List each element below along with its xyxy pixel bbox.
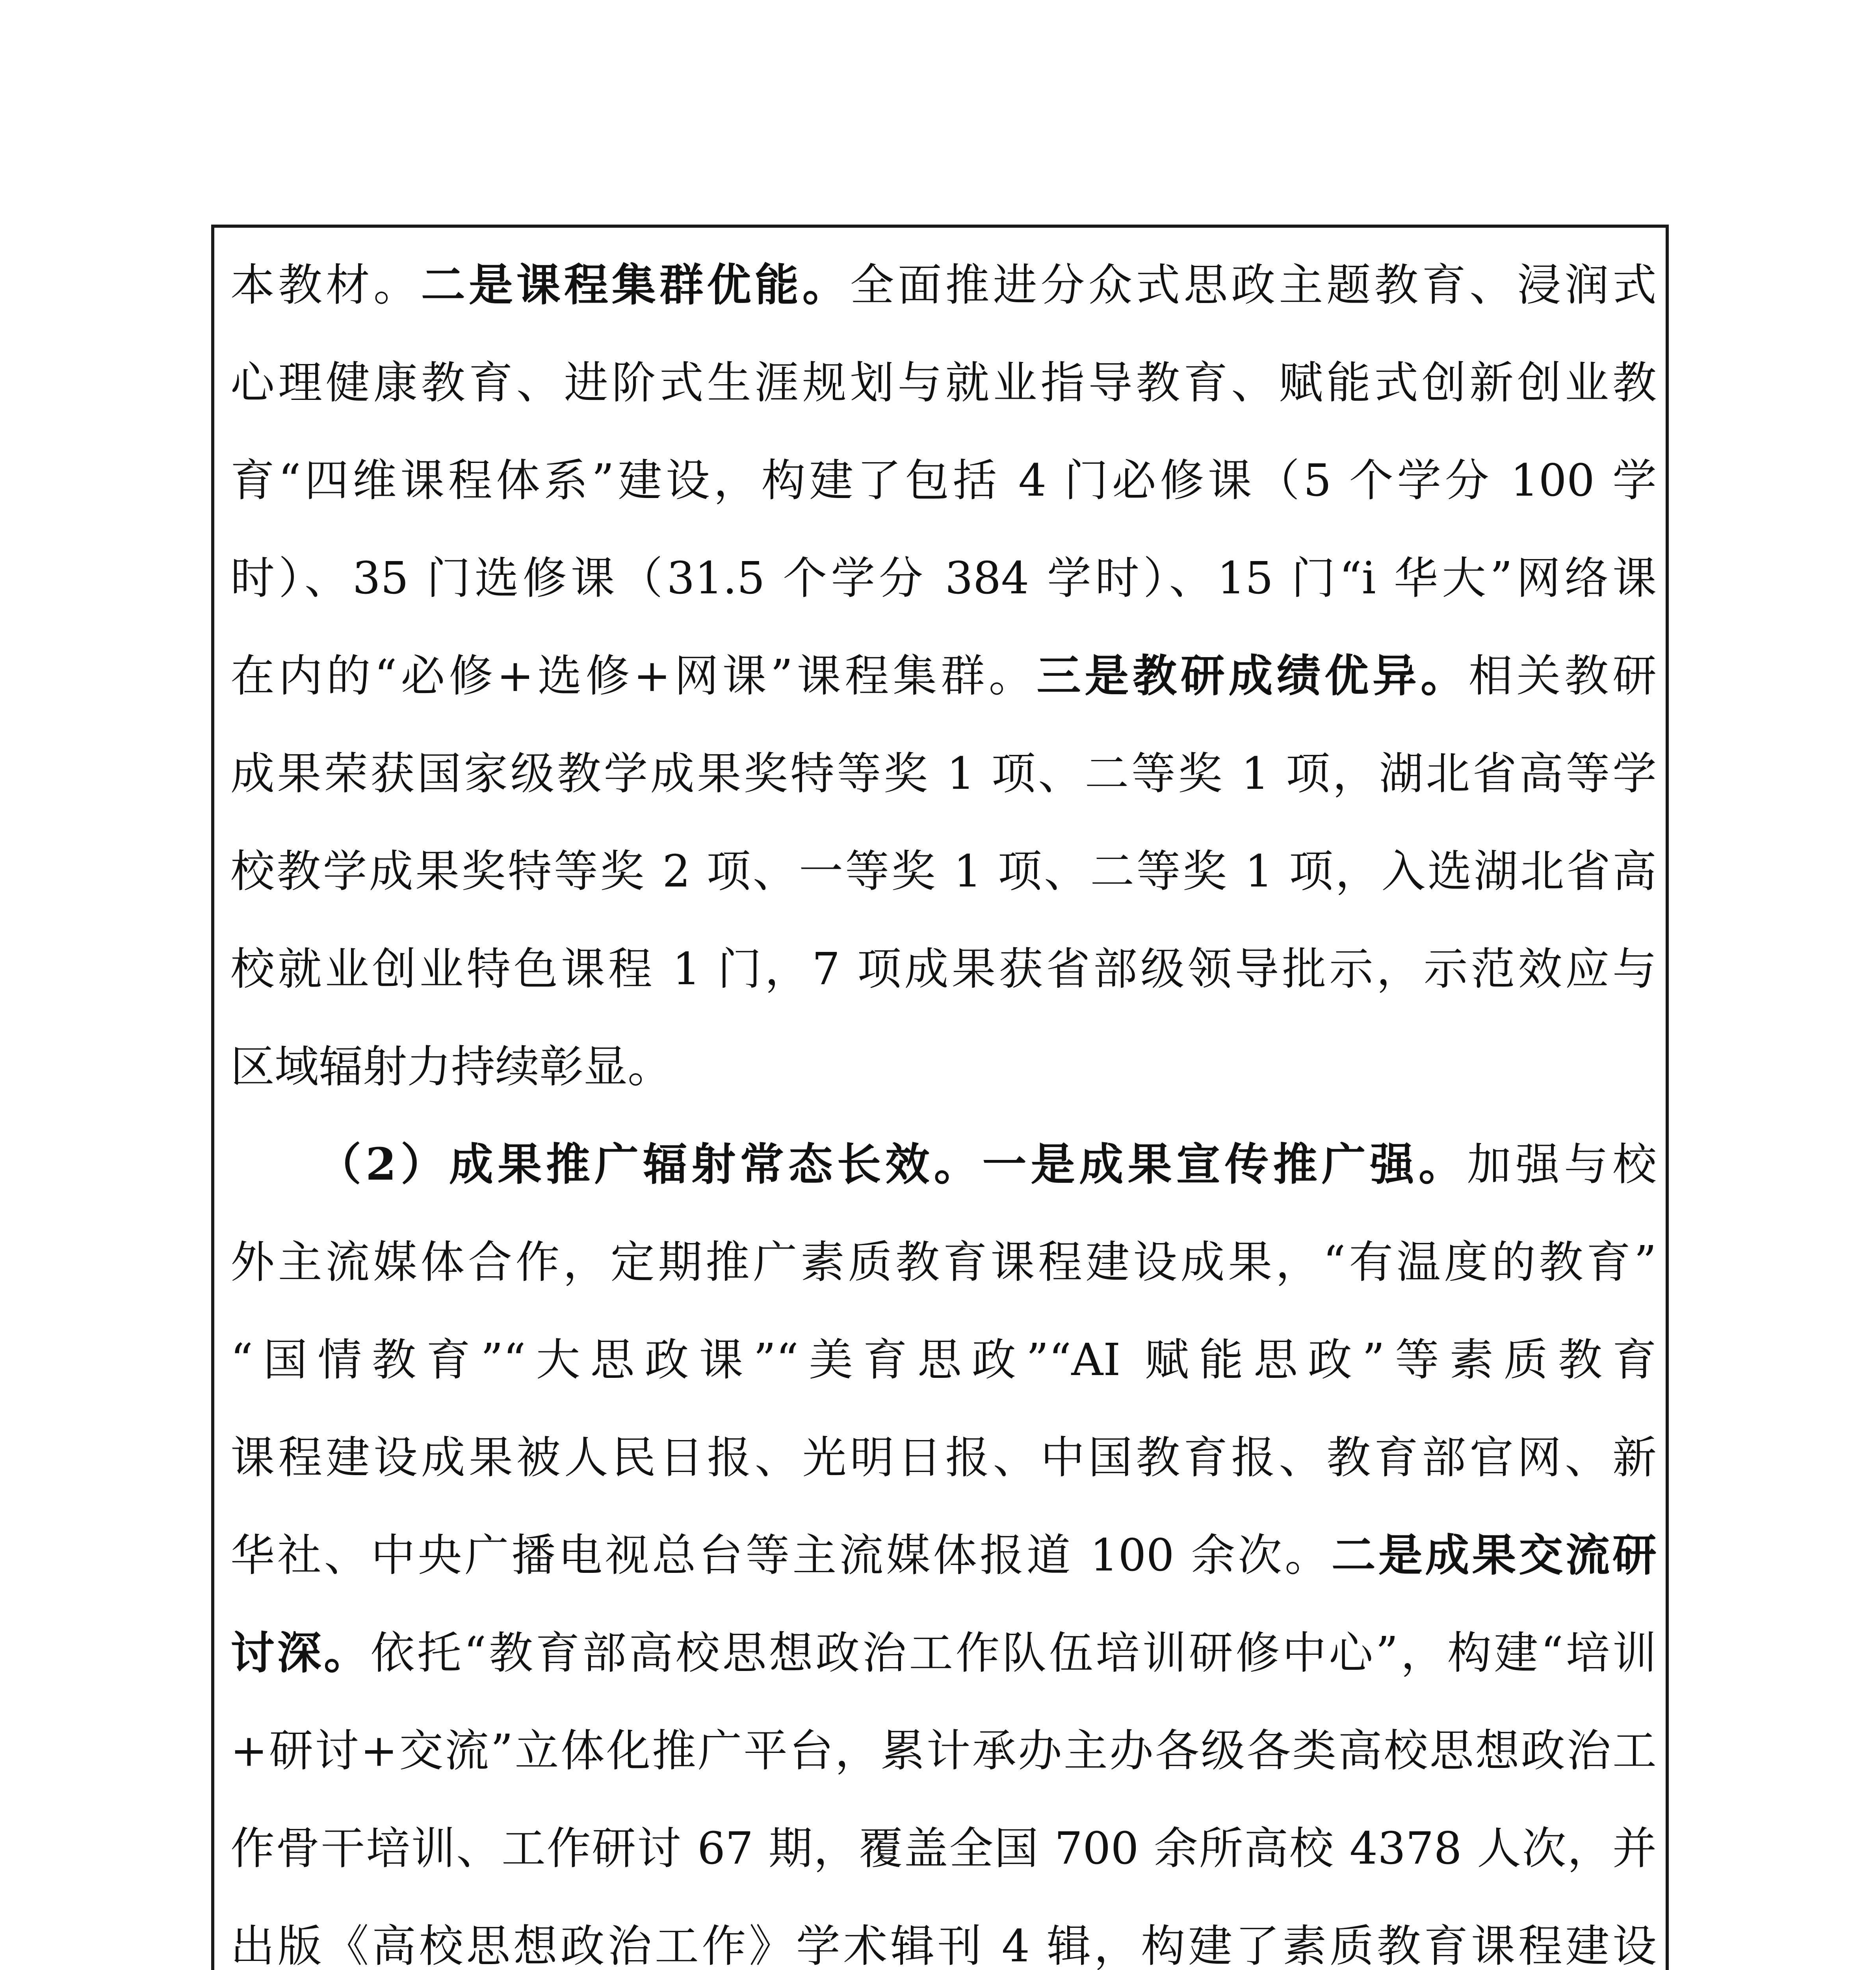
text-line — [230, 1018, 1657, 1116]
text-line — [230, 627, 1657, 725]
text-line — [230, 236, 1657, 334]
bold-text-segment: 二是课程集群优能。 — [421, 259, 850, 311]
text-segment: 作骨干培训、工作研讨 67 期，覆盖全国 700 余所高校 4378 人次，并 — [230, 1823, 1657, 1874]
text-line — [230, 1507, 1657, 1604]
text-line — [230, 920, 1657, 1018]
text-line — [230, 1800, 1657, 1898]
text-segment: “国情教育”“大思政课”“美育思政”“AI 赋能思政”等素质教育 — [230, 1334, 1657, 1386]
text-segment: 校教学成果奖特等奖 2 项、一等奖 1 项、二等奖 1 项，入选湖北省高 — [230, 846, 1657, 897]
bold-text-segment: 讨深。 — [230, 1627, 371, 1679]
bold-text-segment: 二是成果交流研 — [1331, 1530, 1657, 1581]
text-line — [230, 725, 1657, 823]
text-segment: 区域辐射力持续彰显。 — [230, 1041, 672, 1093]
text-line — [230, 334, 1657, 432]
text-segment: 时）、35 门选修课（31.5 个学分 384 学时）、15 门“i 华大”网络课 — [230, 553, 1657, 604]
text-line — [230, 530, 1657, 627]
text-segment: 加强与校 — [1467, 1139, 1657, 1190]
text-line — [230, 1702, 1657, 1800]
text-segment: 出版《高校思想政治工作》学术辑刊 4 辑，构建了素质教育课程建设 — [230, 1921, 1657, 1970]
text-segment: 华社、中央广播电视总台等主流媒体报道 100 余次。 — [230, 1530, 1332, 1581]
text-line — [230, 1898, 1657, 1970]
text-line — [230, 1214, 1657, 1311]
text-segment: 本教材。 — [230, 260, 421, 311]
bold-text-segment: （2）成果推广辐射常态长效。一是成果宣传推广强。 — [317, 1139, 1467, 1190]
text-line — [230, 1116, 1657, 1214]
document-body — [230, 236, 1657, 1970]
text-line — [230, 1604, 1657, 1702]
text-segment: 育“四维课程体系”建设，构建了包括 4 门必修课（5 个学分 100 学 — [230, 455, 1657, 506]
text-line — [230, 823, 1657, 920]
text-segment: 相关教研 — [1468, 650, 1657, 702]
text-segment: 校就业创业特色课程 1 门，7 项成果获省部级领导批示，示范效应与 — [230, 944, 1657, 995]
text-segment: 全面推进分众式思政主题教育、浸润式 — [850, 260, 1657, 311]
text-segment: +研讨+交流”立体化推广平台，累计承办主办各级各类高校思想政治工 — [230, 1725, 1657, 1777]
text-segment: 课程建设成果被人民日报、光明日报、中国教育报、教育部官网、新 — [230, 1432, 1657, 1483]
text-segment: 心理健康教育、进阶式生涯规划与就业指导教育、赋能式创新创业教 — [230, 357, 1657, 409]
text-line — [230, 1409, 1657, 1507]
text-segment: 依托“教育部高校思想政治工作队伍培训研修中心”，构建“培训 — [370, 1628, 1657, 1679]
text-line — [230, 1311, 1657, 1409]
text-line — [230, 432, 1657, 530]
text-segment: 外主流媒体合作，定期推广素质教育课程建设成果，“有温度的教育” — [230, 1237, 1657, 1288]
text-segment: 成果荣获国家级教学成果奖特等奖 1 项、二等奖 1 项，湖北省高等学 — [230, 748, 1657, 799]
text-segment: 在内的“必修+选修+网课”课程集群。 — [230, 650, 1037, 702]
bold-text-segment: 三是教研成绩优异。 — [1036, 650, 1469, 702]
